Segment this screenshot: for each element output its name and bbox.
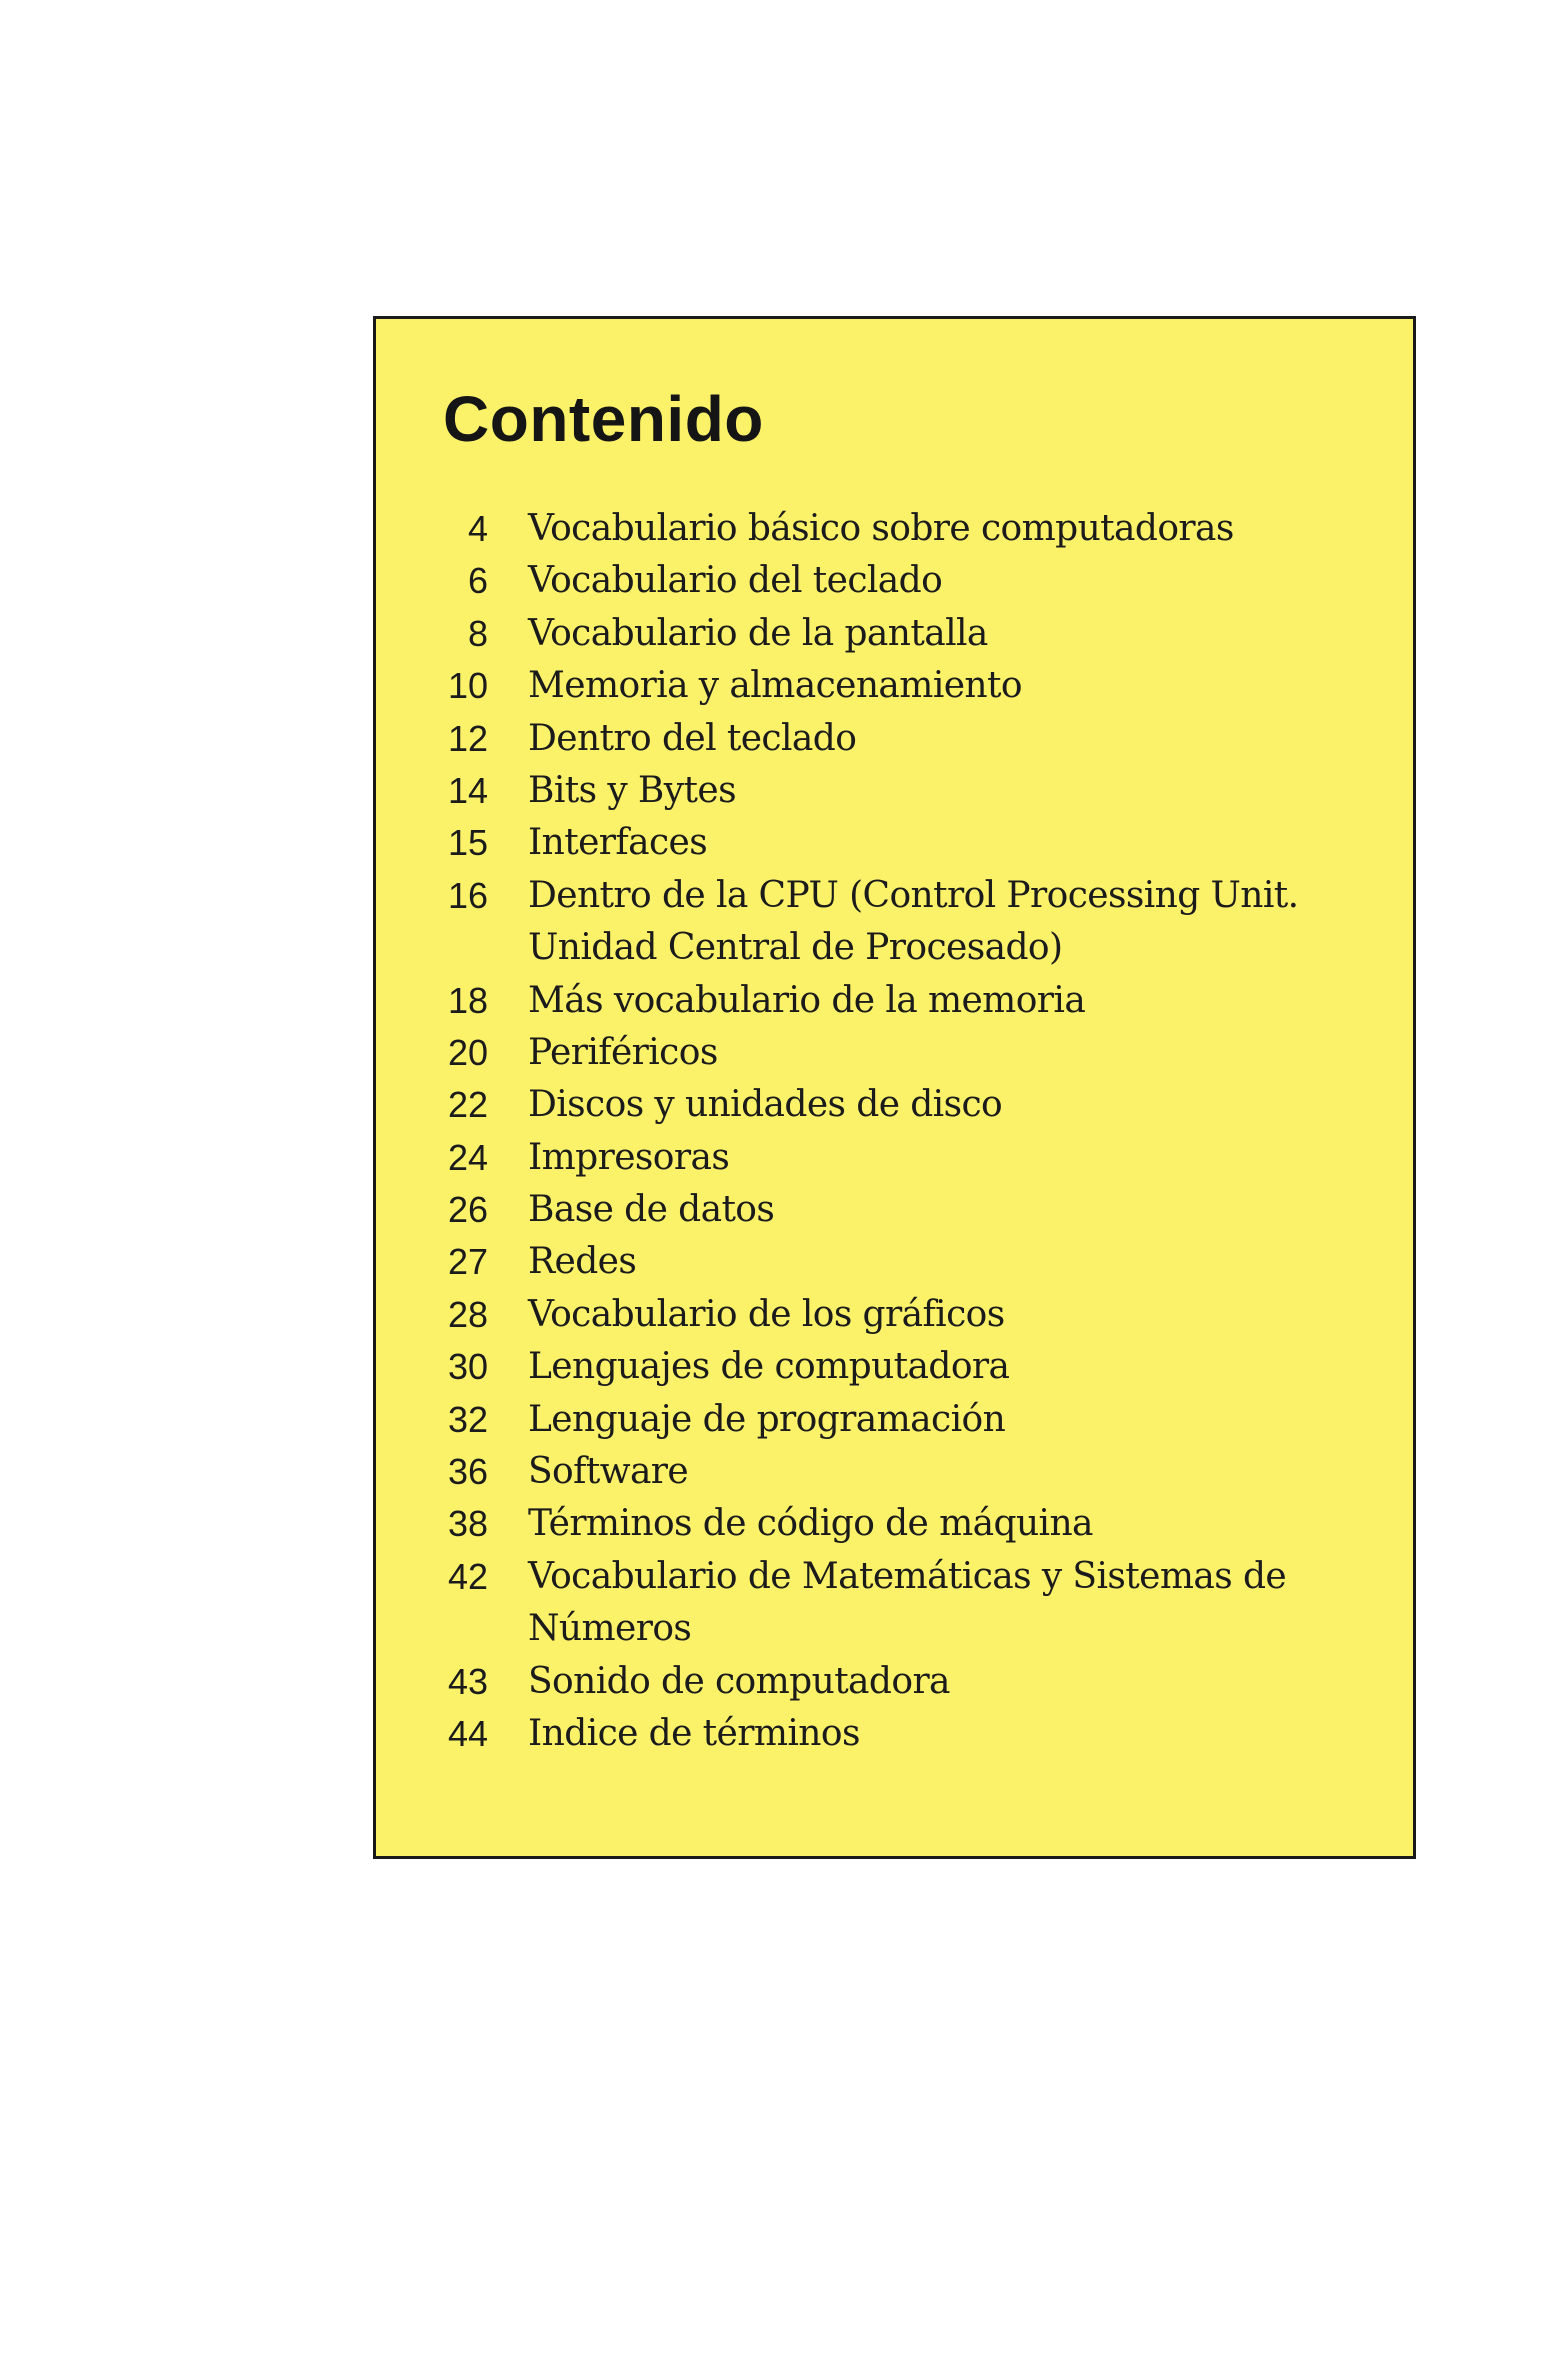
contents-entry xyxy=(376,1446,1413,1498)
entry-title xyxy=(528,1656,1373,1708)
contents-entry xyxy=(376,1184,1413,1236)
contents-box xyxy=(373,316,1416,1859)
entry-page-number: 30 xyxy=(447,1346,488,1388)
entry-title xyxy=(528,975,1373,1027)
entry-title-line: Lenguajes de computadora xyxy=(528,1346,1010,1388)
entry-page-number: 6 xyxy=(467,560,488,602)
contents-entry xyxy=(376,1656,1413,1708)
contents-entry xyxy=(376,1079,1413,1131)
entry-title-line: Dentro de la CPU (Control Processing Unit. xyxy=(528,874,1299,916)
contents-entry xyxy=(376,1394,1413,1446)
entry-title xyxy=(528,870,1373,975)
entry-title xyxy=(528,1236,1373,1288)
entry-title xyxy=(528,1446,1373,1498)
entry-title-line: Redes xyxy=(528,1241,637,1283)
entry-title xyxy=(528,555,1373,607)
entry-title-line: Vocabulario básico sobre computadoras xyxy=(528,508,1234,549)
entry-page-number: 32 xyxy=(447,1398,488,1440)
entry-title xyxy=(528,1394,1373,1446)
entry-page-number: 38 xyxy=(447,1503,488,1545)
entry-page-number: 22 xyxy=(447,1084,488,1126)
entry-title-line: Indice de términos xyxy=(528,1713,860,1755)
contents-entry xyxy=(376,817,1413,869)
entry-title-line: Impresoras xyxy=(528,1136,730,1178)
contents-entry xyxy=(376,1132,1413,1184)
entry-title-line: Discos y unidades de disco xyxy=(528,1084,1003,1126)
entry-title xyxy=(528,660,1373,712)
entry-page-number: 15 xyxy=(447,822,488,864)
entry-title-line: Interfaces xyxy=(528,822,708,864)
entry-title-line: Términos de código de máquina xyxy=(528,1503,1093,1545)
entry-title xyxy=(528,1498,1373,1550)
entry-title-line: Memoria y almacenamiento xyxy=(528,665,1022,707)
entry-page-number: 12 xyxy=(447,717,488,759)
entry-title-line: Más vocabulario de la memoria xyxy=(528,979,1086,1021)
entry-title-line: Dentro del teclado xyxy=(528,717,857,759)
entry-page-number: 10 xyxy=(447,665,488,707)
entry-title xyxy=(528,765,1373,817)
entry-title xyxy=(528,1132,1373,1184)
entry-page-number: 27 xyxy=(447,1241,488,1283)
contents-entry xyxy=(376,1236,1413,1288)
entry-page-number: 43 xyxy=(447,1660,488,1702)
contents-list xyxy=(376,503,1413,1760)
contents-entry xyxy=(376,1027,1413,1079)
entry-page-number: 16 xyxy=(447,874,488,916)
entry-title-line: Lenguaje de programación xyxy=(528,1398,1006,1440)
entry-title-line: Vocabulario de los gráficos xyxy=(528,1293,1005,1335)
entry-title xyxy=(528,608,1373,660)
entry-page-number: 14 xyxy=(447,769,488,811)
entry-page-number: 36 xyxy=(447,1451,488,1493)
entry-title xyxy=(528,817,1373,869)
entry-title-line: Bits y Bytes xyxy=(528,769,736,811)
contents-entry xyxy=(376,975,1413,1027)
entry-title xyxy=(528,1079,1373,1131)
contents-entry xyxy=(376,608,1413,660)
entry-title-line: Vocabulario de la pantalla xyxy=(528,612,988,654)
entry-page-number: 44 xyxy=(447,1713,488,1755)
entry-page-number: 18 xyxy=(447,979,488,1021)
entry-page-number: 24 xyxy=(447,1136,488,1178)
entry-page-number: 28 xyxy=(447,1293,488,1335)
contents-entry xyxy=(376,1498,1413,1550)
contents-entry xyxy=(376,1289,1413,1341)
entry-title xyxy=(528,1551,1373,1656)
entry-page-number: 26 xyxy=(447,1189,488,1231)
entry-title-line: Sonido de computadora xyxy=(528,1660,950,1702)
contents-entry xyxy=(376,870,1413,975)
entry-title-line: Números xyxy=(528,1608,692,1650)
entry-page-number: 42 xyxy=(447,1555,488,1597)
entry-title xyxy=(528,713,1373,765)
contents-entry xyxy=(376,1551,1413,1656)
contents-entry xyxy=(376,1341,1413,1393)
entry-title xyxy=(528,1027,1373,1079)
entry-page-number: 8 xyxy=(467,612,488,654)
contents-entry xyxy=(376,660,1413,712)
contents-entry xyxy=(376,503,1413,555)
entry-title xyxy=(528,1289,1373,1341)
contents-entry xyxy=(376,713,1413,765)
entry-page-number: 20 xyxy=(447,1031,488,1073)
entry-title-line: Software xyxy=(528,1451,689,1493)
entry-title-line: Unidad Central de Procesado) xyxy=(528,927,1063,969)
contents-entry xyxy=(376,555,1413,607)
entry-title xyxy=(528,1341,1373,1393)
entry-title xyxy=(528,1708,1373,1760)
entry-title-line: Periféricos xyxy=(528,1031,718,1073)
contents-title: Contenido xyxy=(443,383,764,455)
entry-title xyxy=(528,503,1373,555)
entry-title xyxy=(528,1184,1373,1236)
entry-title-line: Vocabulario del teclado xyxy=(528,560,943,602)
contents-entry xyxy=(376,1708,1413,1760)
contents-entry xyxy=(376,765,1413,817)
entry-title-line: Base de datos xyxy=(528,1189,775,1231)
entry-page-number: 4 xyxy=(467,508,488,549)
entry-title-line: Vocabulario de Matemáticas y Sistemas de xyxy=(528,1555,1287,1597)
